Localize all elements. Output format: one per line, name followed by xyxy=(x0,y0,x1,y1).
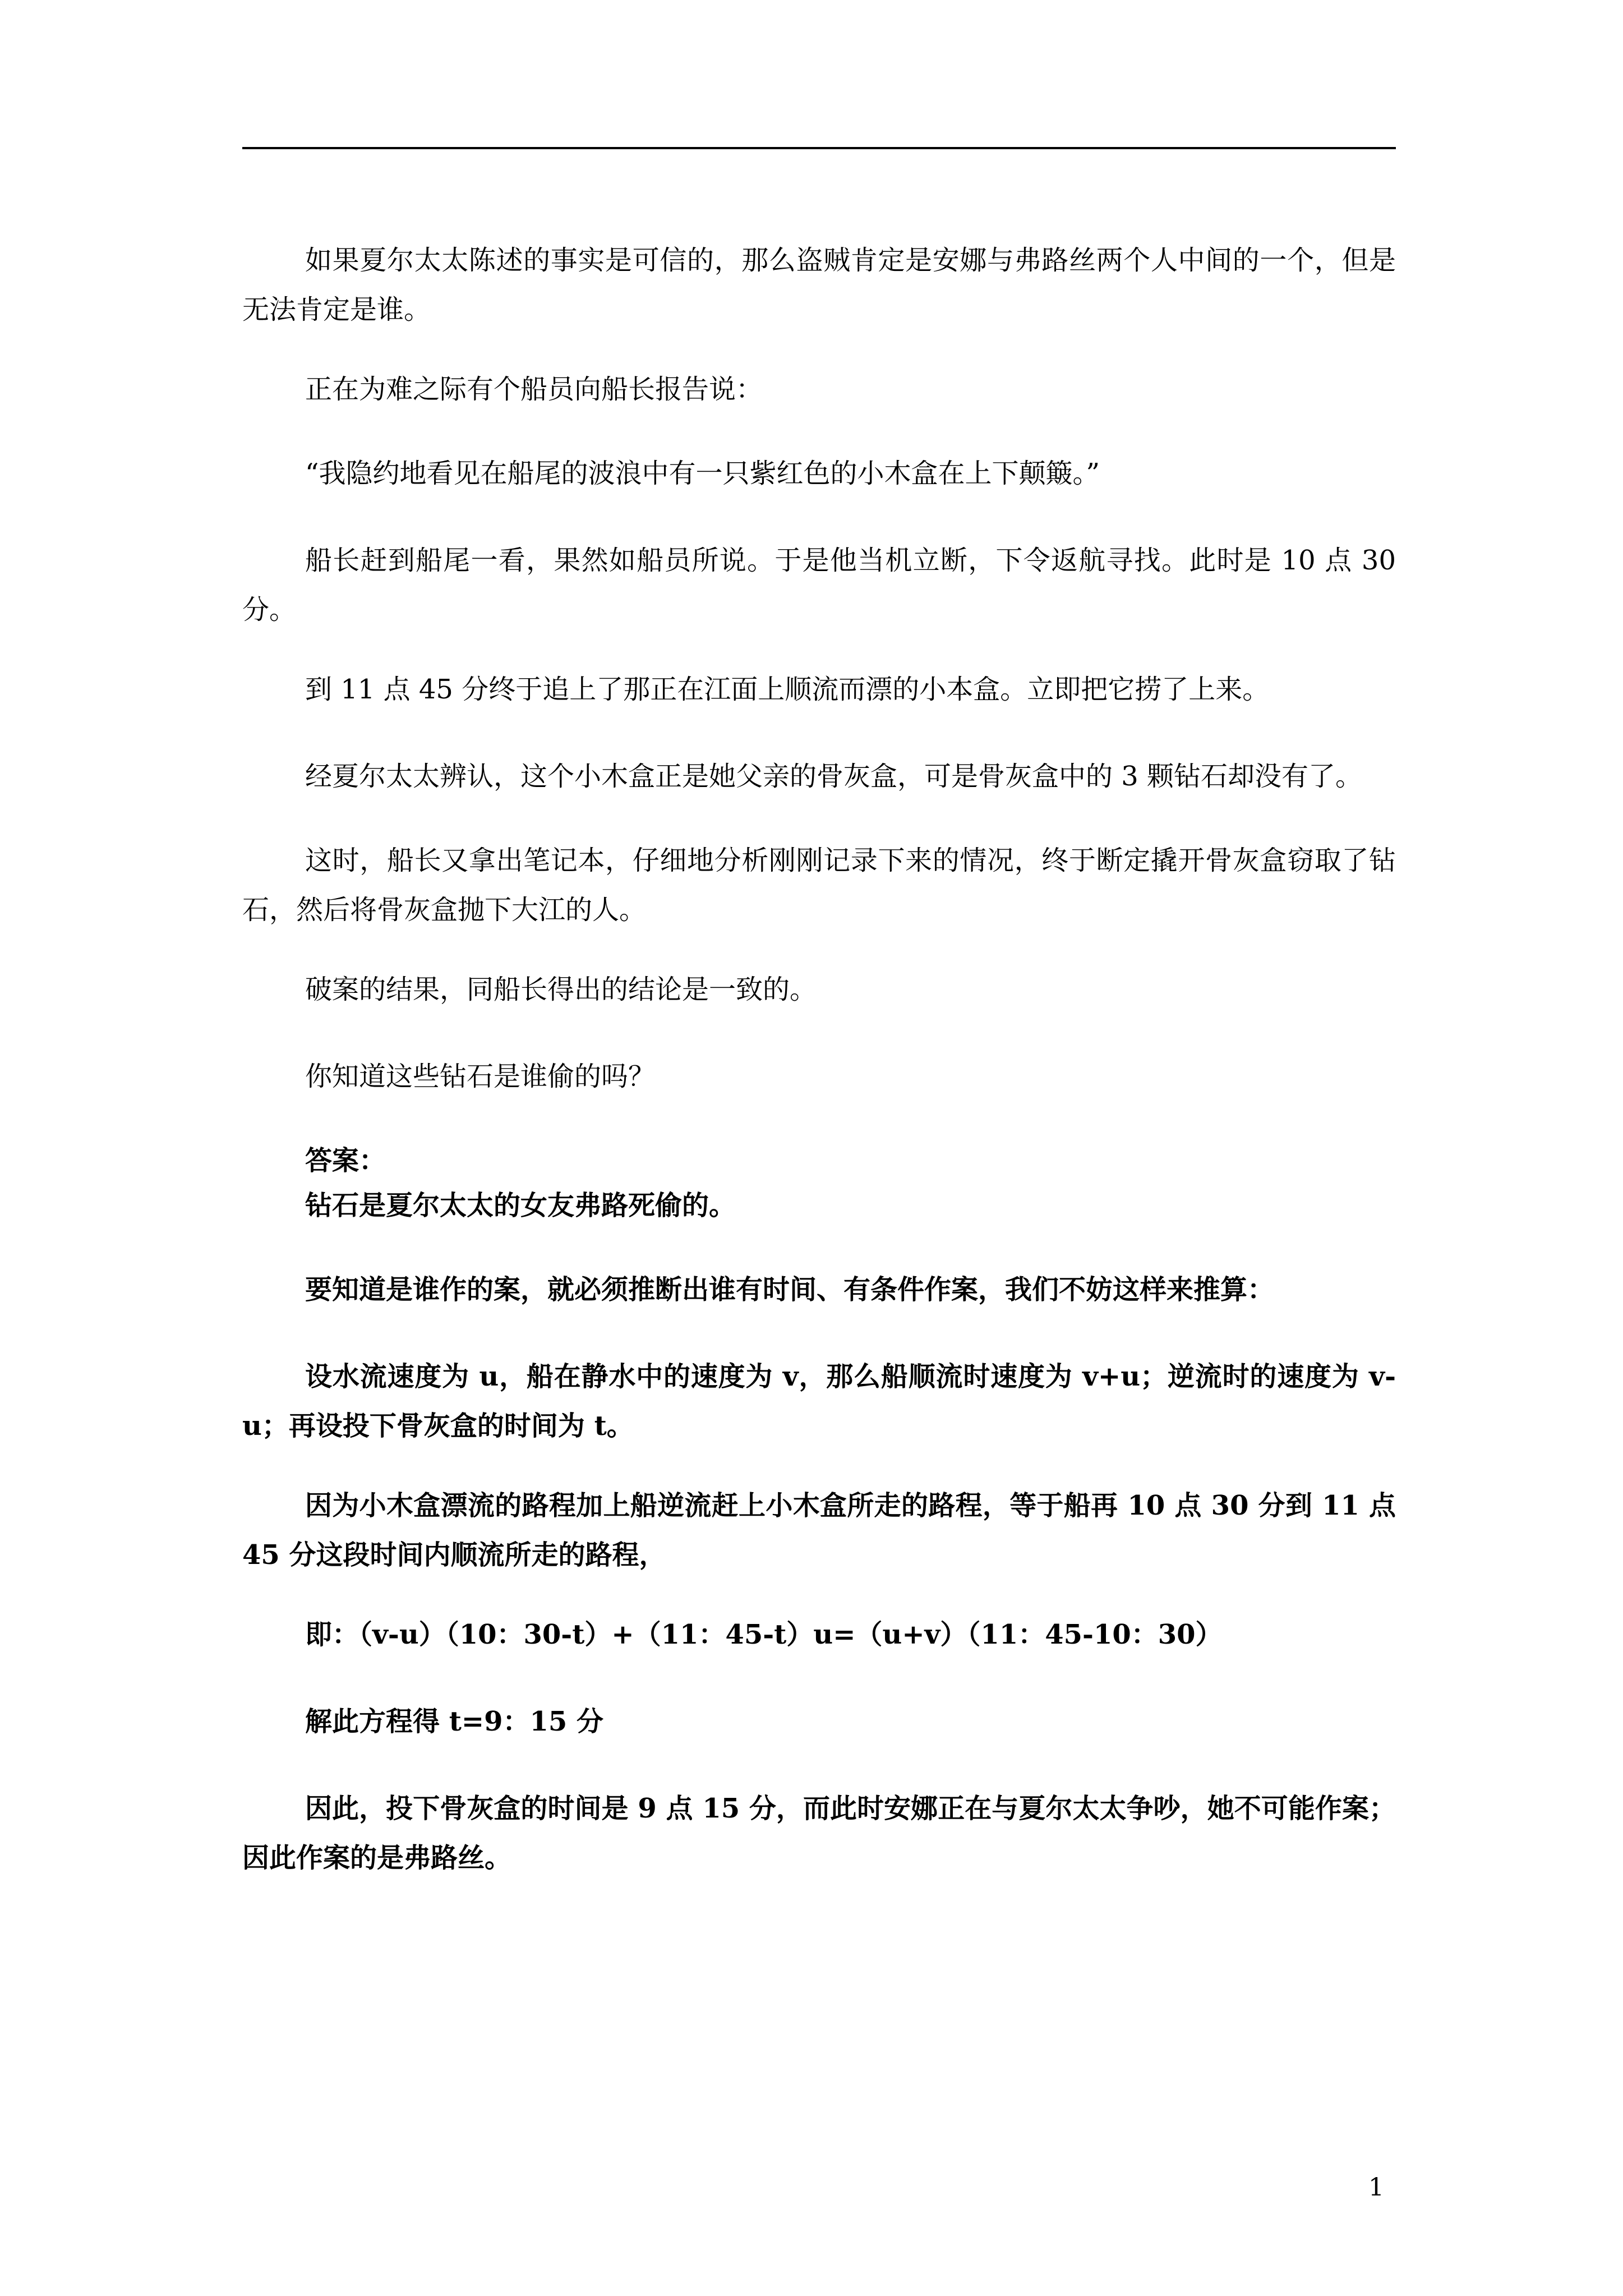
paragraph-return: 船长赶到船尾一看，果然如船员所说。于是他当机立断，下令返航寻找。此时是 10 点 30 分。 xyxy=(242,545,1396,625)
solution-line: 解此方程得 t=9：15 分 xyxy=(305,1706,604,1737)
page-number: 1 xyxy=(1368,2173,1384,2202)
header-rule xyxy=(242,147,1396,149)
answer-line: 设水流速度为 u，船在静水中的速度为 v，那么船顺流时速度为 v+u；逆流时的速度为 v-u；再设投下骨灰盒的时间为 t。 xyxy=(242,1361,1396,1442)
answer-label: 答案： xyxy=(305,1145,386,1176)
paragraph-question: 你知道这些钻石是谁偷的吗？ xyxy=(305,1061,656,1092)
paragraph-suspects: 如果夏尔太太陈述的事实是可信的，那么盗贼肯定是安娜与弗路丝两个人中间的一个，但是无法肯定是谁。 xyxy=(242,245,1396,325)
paragraph-crew-report: 正在为难之际有个船员向船长报告说： xyxy=(305,374,763,405)
answer-line: 钻石是夏尔太太的女友弗路死偷的。 xyxy=(305,1190,736,1221)
paragraph-identify: 经夏尔太太辨认，这个小木盒正是她父亲的骨灰盒，可是骨灰盒中的 3 颗钻石却没有了。 xyxy=(305,761,1363,792)
answer-line: 因为小木盒漂流的路程加上船逆流赶上小木盒所走的路程，等于船再 10 点 30 分到 11 点 45 分这段时间内顺流所走的路程， xyxy=(242,1490,1396,1571)
paragraph-result: 破案的结果，同船长得出的结论是一致的。 xyxy=(305,974,817,1005)
answer-line: 要知道是谁作的案，就必须推断出谁有时间、有条件作案，我们不妨这样来推算： xyxy=(305,1274,1275,1305)
equation-line: 即：（v-u）（10：30-t）+（11：45-t）u=（u+v）（11：45-10：30） xyxy=(305,1619,1223,1650)
paragraph-analysis: 这时，船长又拿出笔记本，仔细地分析刚刚记录下来的情况，终于断定撬开骨灰盒窃取了钻石，然后将骨灰盒抛下大江的人。 xyxy=(242,845,1396,926)
conclusion-line: 因此，投下骨灰盒的时间是 9 点 15 分，而此时安娜正在与夏尔太太争吵，她不可能作案；因此作案的是弗路丝。 xyxy=(242,1793,1396,1874)
paragraph-quote: “我隐约地看见在船尾的波浪中有一只紫红色的小木盒在上下颠簸。” xyxy=(305,458,1100,489)
paragraph-recover: 到 11 点 45 分终于追上了那正在江面上顺流而漂的小本盒。立即把它捞了上来。 xyxy=(305,674,1270,705)
